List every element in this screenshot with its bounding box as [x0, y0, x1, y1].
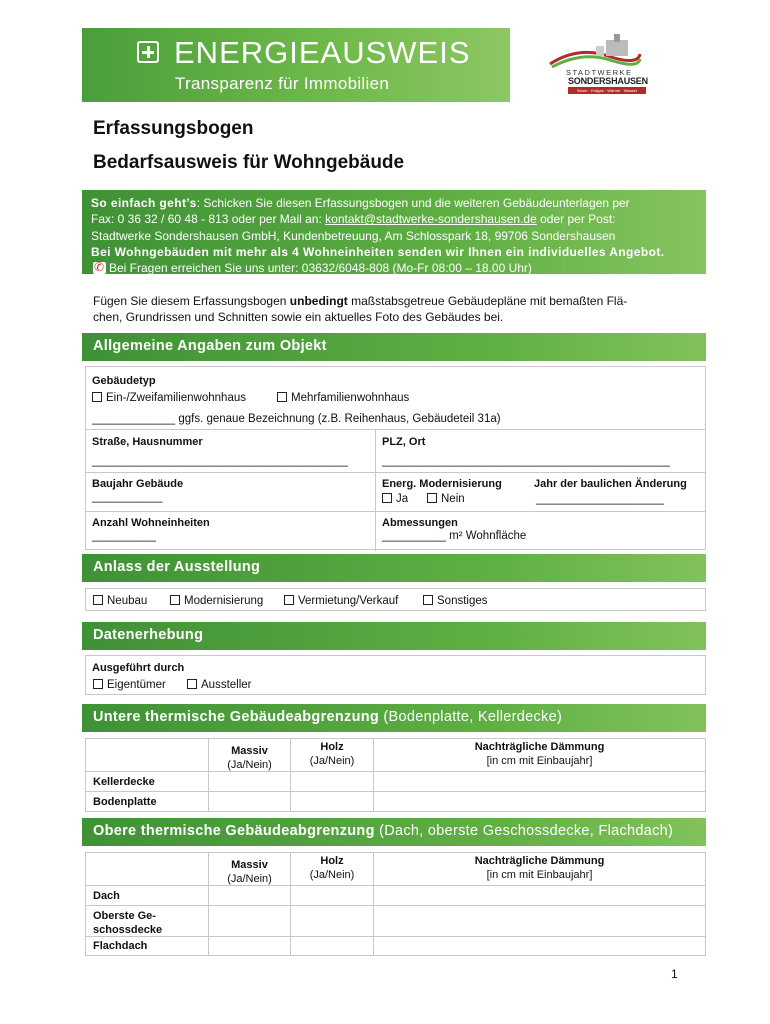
lower-table [85, 738, 706, 812]
upper-title: Obere thermische Gebäudeabgrenzung [93, 823, 375, 839]
col-massiv-sub: (Ja/Nein) [227, 759, 272, 771]
option-label: Eigentümer [107, 679, 166, 691]
upper-subtitle: (Dach, oberste Geschossdecke, Flachdach) [374, 823, 674, 839]
info-line1: : Schicken Sie diesen Erfassungsbogen und die weiteren Gebäudeunterlagen per [196, 196, 630, 210]
option-other[interactable] [423, 595, 488, 607]
email-link[interactable]: kontakt@stadtwerke-sondershausen.de [325, 212, 537, 227]
banner-subtitle: Transparenz für Immobilien [175, 74, 390, 93]
col-holz [291, 740, 373, 768]
banner-title: ENERGIEAUSWEIS [174, 35, 471, 70]
upper-table [85, 852, 706, 956]
section-lower-title [82, 704, 706, 732]
col-massiv-sub: (Ja/Nein) [227, 873, 272, 885]
row-label-part1: Oberste Ge- [93, 910, 156, 922]
col-holz-sub: (Ja/Nein) [309, 869, 355, 881]
other-designation-field[interactable]: _____________ ggfs. genaue Bezeichnung (z.B. Reihenhaus, Gebäudeteil 31a) [92, 413, 501, 425]
performed-by-label: Ausgeführt durch [92, 662, 185, 674]
col-insulation-label: Nachträgliche Dämmung [474, 855, 605, 867]
info-phone: Bei Fragen erreichen Sie uns unter: 03632/6048-808 (Mo-Fr 08:00 – 18.00 Uhr) [109, 261, 532, 276]
row-bodenplatte: Bodenplatte [93, 796, 157, 808]
option-label: Sonstiges [437, 595, 488, 607]
section-upper-title [82, 818, 706, 846]
intro-bold: unbedingt [289, 294, 348, 308]
option-modernisation[interactable] [170, 595, 263, 607]
phone-icon [93, 262, 106, 274]
col-holz-label: Holz [320, 855, 344, 867]
no-label: Nein [441, 493, 465, 505]
zip-field[interactable]: _____________________________________________ [382, 455, 670, 467]
modernisation-yes[interactable] [382, 493, 408, 505]
yes-label: Ja [396, 493, 409, 505]
checkbox-icon[interactable] [423, 595, 433, 605]
page-number: 1 [671, 967, 678, 981]
option-label: Vermietung/Verkauf [298, 595, 399, 607]
street-label: Straße, Hausnummer [92, 436, 203, 448]
section-occasion-title [82, 554, 706, 582]
opt-single-label: Ein-/Zweifamilienwohnhaus [106, 392, 246, 404]
row-flachdach: Flachdach [93, 940, 148, 952]
section-collection-title [82, 622, 706, 650]
col-holz [291, 854, 373, 882]
energieausweis-banner [82, 28, 510, 102]
col-holz-label: Holz [320, 741, 344, 753]
col-massiv-label: Massiv [231, 859, 268, 871]
dimensions-label: Abmessungen [382, 517, 458, 529]
skyline-icon [548, 34, 642, 68]
stadtwerke-logo [540, 34, 650, 98]
info-lead: So einfach geht’s [91, 196, 197, 210]
collection-title: Datenerhebung [93, 627, 204, 643]
intro-part1: Fügen Sie diesem Erfassungsbogen [93, 294, 290, 308]
col-massiv [209, 858, 290, 886]
intro-part2: maßstabsgetreue Gebäudepläne mit bemaßten Flä- [347, 294, 628, 308]
logo-line1: STADTWERKE [566, 68, 633, 77]
year-label: Baujahr Gebäude [92, 478, 184, 490]
info-fax: Fax: 0 36 32 / 60 48 - 813 oder per Mail an: [91, 212, 326, 227]
col-massiv-label: Massiv [231, 745, 268, 757]
occasion-title: Anlass der Ausstellung [93, 559, 261, 575]
option-issuer[interactable] [187, 679, 252, 691]
checkbox-icon[interactable] [92, 392, 102, 402]
col-insulation-sub: [in cm mit Einbaujahr] [486, 755, 593, 767]
option-owner[interactable] [93, 679, 166, 691]
option-single-family[interactable] [92, 392, 246, 404]
checkbox-icon[interactable] [93, 679, 103, 689]
page-title: Erfassungsbogen [93, 118, 254, 139]
general-form [85, 366, 706, 550]
option-label: Neubau [107, 595, 148, 607]
collection-form [85, 655, 706, 695]
modernisation-label: Energ. Modernisierung [382, 478, 502, 490]
info-box [82, 190, 706, 274]
row-kellerdecke: Kellerdecke [93, 776, 155, 788]
option-rental-sale[interactable] [284, 595, 398, 607]
option-new-build[interactable] [93, 595, 147, 607]
modernisation-no[interactable] [427, 493, 465, 505]
checkbox-icon[interactable] [187, 679, 197, 689]
row-label-part2: schossdecke [93, 924, 163, 936]
checkbox-icon[interactable] [170, 595, 180, 605]
col-insulation [374, 740, 705, 768]
lower-title: Untere thermische Gebäudeabgrenzung [93, 709, 380, 725]
general-title: Allgemeine Angaben zum Objekt [93, 338, 327, 354]
opt-multi-label: Mehrfamilienwohnhaus [291, 392, 410, 404]
row-oberste-geschossdecke [93, 909, 162, 937]
street-field[interactable]: ________________________________________ [92, 455, 348, 467]
logo-strip: Strom · Erdgas · Wärme · Wasser [568, 87, 646, 94]
intro-line2: chen, Grundrissen und Schnitten sowie ein aktuelles Foto des Gebäudes bei. [93, 309, 504, 324]
intro-text [93, 294, 693, 325]
option-label: Aussteller [201, 679, 252, 691]
occasion-form [85, 588, 706, 611]
option-label: Modernisierung [184, 595, 264, 607]
dimensions-field[interactable]: __________ m² Wohnfläche [382, 530, 527, 542]
logo-line2: SONDERSHAUSEN [568, 76, 648, 86]
lower-subtitle: (Bodenplatte, Kellerdecke) [379, 709, 563, 725]
zip-label: PLZ, Ort [382, 436, 426, 448]
units-field[interactable]: __________ [92, 530, 156, 542]
option-multi-family[interactable] [277, 392, 409, 404]
change-year-label: Jahr der baulichen Änderung [534, 478, 687, 490]
checkbox-icon[interactable] [427, 493, 437, 503]
units-label: Anzahl Wohneinheiten [92, 517, 210, 529]
col-insulation-label: Nachträgliche Dämmung [474, 741, 605, 753]
col-massiv [209, 744, 290, 772]
row-dach: Dach [93, 890, 120, 902]
section-general-title [82, 333, 706, 361]
checkbox-icon[interactable] [93, 595, 103, 605]
checkbox-icon[interactable] [284, 595, 294, 605]
checkbox-icon[interactable] [382, 493, 392, 503]
col-insulation-sub: [in cm mit Einbaujahr] [486, 869, 593, 881]
building-type-label: Gebäudetyp [92, 375, 156, 387]
year-field[interactable]: ___________ [92, 491, 163, 503]
info-post: oder per Post: [536, 212, 616, 227]
checkbox-icon[interactable] [277, 392, 287, 402]
page-subtitle: Bedarfsausweis für Wohngebäude [93, 152, 405, 173]
info-notice: Bei Wohngebäuden mit mehr als 4 Wohneinheiten senden wir Ihnen ein individuelles Angebot. [91, 244, 665, 259]
plus-icon [137, 41, 159, 63]
col-insulation [374, 854, 705, 882]
info-address: Stadtwerke Sondershausen GmbH, Kundenbetreuung, Am Schlosspark 18, 99706 Sondershausen [91, 228, 616, 243]
change-year-field[interactable]: ____________________ [536, 493, 664, 505]
col-holz-sub: (Ja/Nein) [309, 755, 355, 767]
